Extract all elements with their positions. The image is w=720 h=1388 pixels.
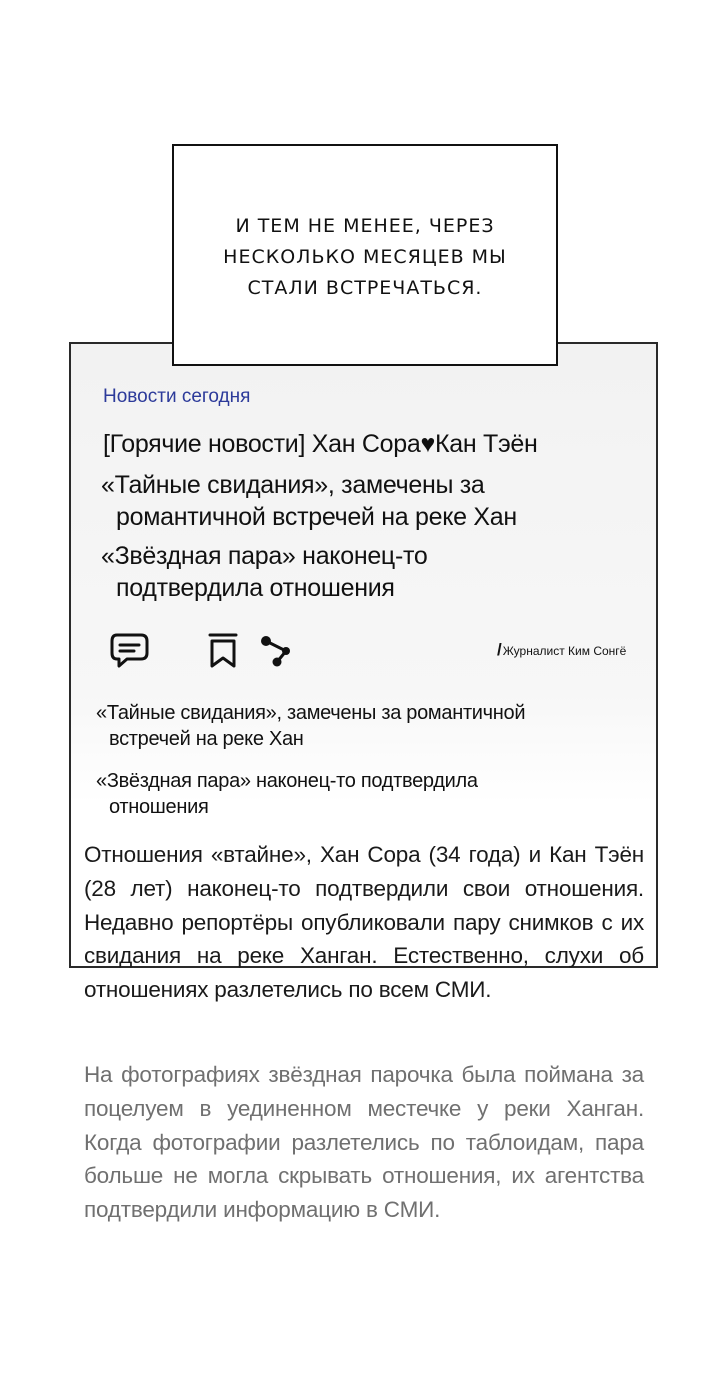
- headline-part: Кан Тэён: [434, 430, 538, 458]
- headline-line: «Тайные свидания», замечены за: [101, 471, 485, 499]
- headline-line: подтвердила отношения: [116, 574, 395, 602]
- article-paragraph: Отношения «втайне», Хан Сора (34 года) и Кан Тэён (28 лет) наконец-то подтвердили свои отношения. Недавно репортёры опубликовали пару снимков с их свидания на реке Ханган. Естественно, слухи об отношениях разлетелись по всем СМИ.: [84, 842, 644, 1003]
- subheading-line: отношения: [109, 796, 209, 818]
- article-paragraph: На фотографиях звёздная парочка была поймана за поцелуем в уединенном местечке у реки Ханган. Когда фотографии разлетелись по таблоидам, пара больше не могла скрывать отношения, их агентства подтвердили информацию в СМИ.: [84, 1062, 644, 1223]
- narration-text: [223, 207, 507, 304]
- subheading-line: «Звёздная пара» наконец-то подтвердила: [96, 770, 478, 792]
- subheading-line: «Тайные свидания», замечены за романтичной: [96, 702, 526, 724]
- subheading-line: встречей на реке Хан: [109, 728, 304, 750]
- bookmark-icon[interactable]: [208, 632, 238, 670]
- headline-line: романтичной встречей на реке Хан: [116, 503, 517, 531]
- headline-line: [103, 428, 538, 460]
- headline-line: «Звёздная пара» наконец-то: [101, 542, 428, 570]
- narration-box: [172, 144, 558, 366]
- narration-line: СТАЛИ ВСТРЕЧАТЬСЯ.: [247, 276, 483, 299]
- news-source[interactable]: Новости сегодня: [103, 386, 251, 407]
- headline-part: [Горячие новости] Хан Сора: [103, 430, 421, 458]
- narration-line: И ТЕМ НЕ МЕНЕЕ, ЧЕРЕЗ: [235, 214, 495, 237]
- share-icon[interactable]: [259, 634, 293, 668]
- narration-line: НЕСКОЛЬКО МЕСЯЦЕВ МЫ: [223, 245, 507, 268]
- heart-icon: ♥: [420, 430, 435, 458]
- journalist-byline: [497, 640, 626, 660]
- comment-icon[interactable]: [109, 632, 151, 670]
- journalist-name: Журналист Ким Сонгё: [502, 644, 627, 658]
- slash-mark: /: [497, 640, 502, 659]
